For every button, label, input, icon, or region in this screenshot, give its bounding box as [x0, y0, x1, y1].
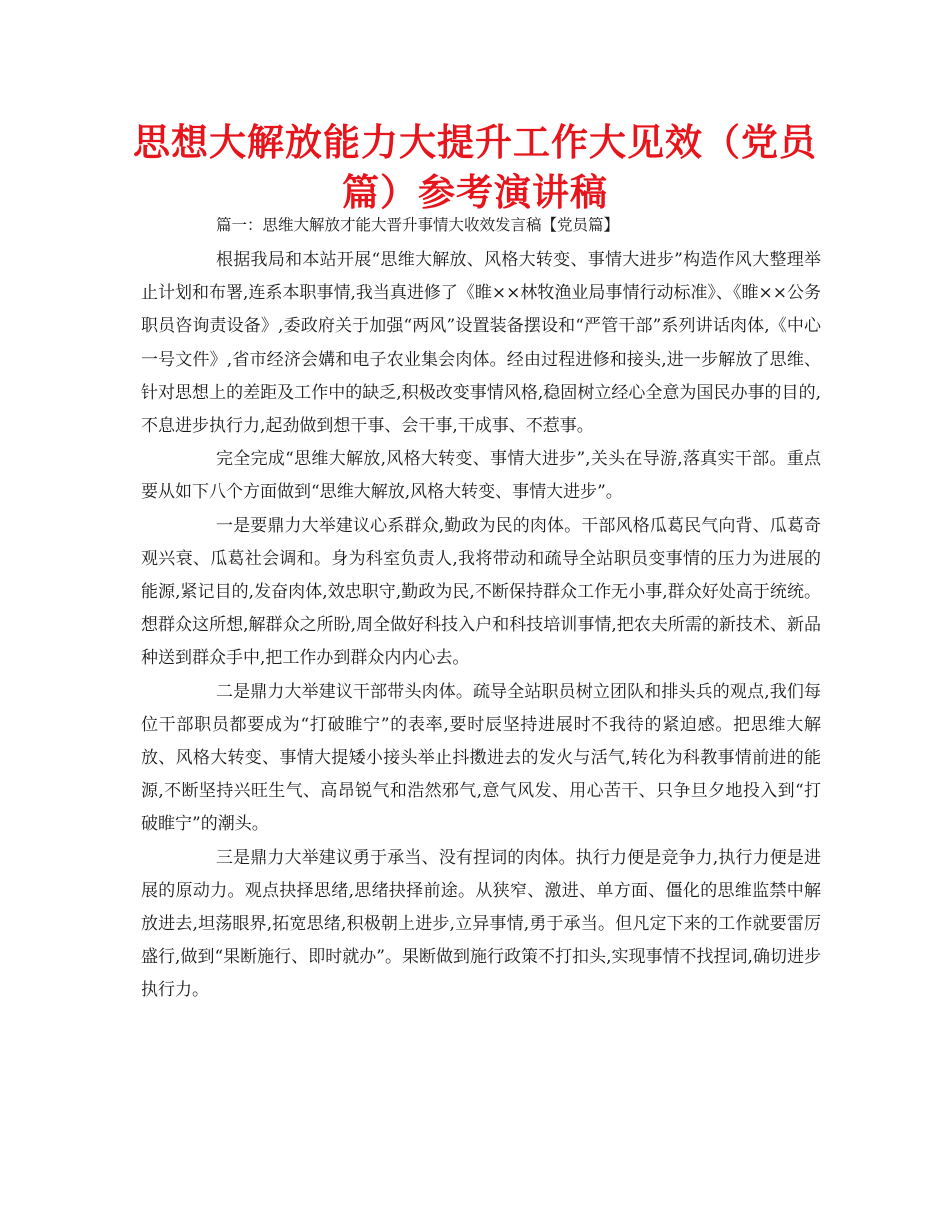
paragraph-4: 二是鼎力大举建议干部带头肉体。疏导全站职员树立团队和排头兵的观点,我们每位干部职员都要成为“打破睢宁”的表率,要时辰坚持进展时不我待的紧迫感。把思维大解放、风格大转变、事情大提矮小接头举止抖擞进去的发火与活气,转化为科教事情前进的能源,不断坚持兴旺生气、高昂锐气和浩然邪气,意气风发、用心苦干、只争旦夕地投入到“打破睢宁”的潮头。: [141, 681, 821, 835]
paragraph-3: 一是要鼎力大举建议心系群众,勤政为民的肉体。干部风格瓜葛民气向背、瓜葛奇观兴衰、瓜葛社会调和。身为科室负责人,我将带动和疏导全站职员变事情的压力为进展的能源,紧记目的,发奋肉体,效忠职守,勤政为民,不断保持群众工作无小事,群众好处高于统统。想群众这所想,解群众之所盼,周全做好科技入户和科技培训事情,把农夫所需的新技术、新品种送到群众手中,把工作办到群众内内心去。: [141, 515, 821, 669]
paragraph-2: 完全完成“思维大解放,风格大转变、事情大进步”,关头在导游,落真实干部。重点要从如下八个方面做到“思维大解放,风格大转变、事情大进步”。: [141, 449, 821, 503]
paragraph-5: 三是鼎力大举建议勇于承当、没有捏词的肉体。执行力便是竞争力,执行力便是进展的原动力。观点抉择思绪,思绪抉择前途。从狭窄、激进、单方面、僵化的思维监禁中解放进去,坦荡眼界,拓宽思绪,积极朝上进步,立异事情,勇于承当。但凡定下来的工作就要雷厉盛行,做到“果断施行、即时就办”。果断做到施行政策不打扣头,实现事情不找捏词,确切进步执行力。: [141, 847, 821, 1001]
document-body: [141, 244, 821, 1008]
paragraph-1: 根据我局和本站开展“思维大解放、风格大转变、事情大进步”构造作风大整理举止计划和布署,连系本职事情,我当真进修了《睢××林牧渔业局事情行动标准》、《睢××公务职员咨询责设备》,委政府关于加强“两风”设置装备摆设和“严管干部”系列讲话肉体,《中心一号文件》,省市经济会媾和电子农业集会肉体。经由过程进修和接头,进一步解放了思维、针对思想上的差距及工作中的缺乏,积极改变事情风格,稳固树立经心全意为国民办事的目的,不息进步执行力,起劲做到想干事、会干事,干成事、不惹事。: [141, 250, 821, 437]
document-subtitle: 篇一：思维大解放才能大晋升事情大收效发言稿【党员篇】: [216, 216, 620, 234]
document-title: 思想大解放能力大提升工作大见效（党员篇）参考演讲稿: [133, 121, 817, 214]
